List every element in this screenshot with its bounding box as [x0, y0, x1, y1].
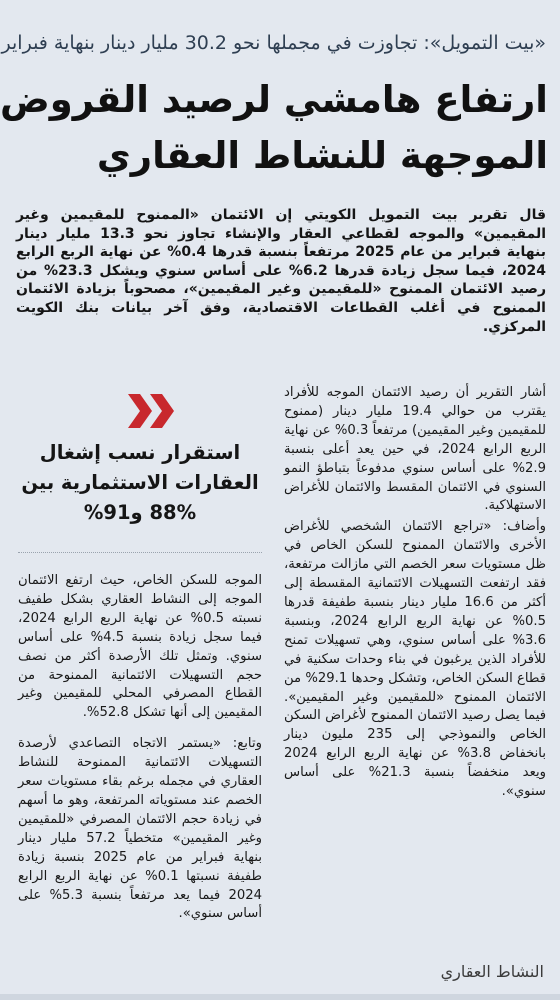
article-lead: قال تقرير بيت التمويل الكويتي إن الائتمان «الممنوح للمقيمين وغير المقيمين» والموجه لقطاعي العقار والإنشاء تجاوز نحو 13.3 مليار دينار بنهاية فبراير من عام 2025 مرتفعاً بنسبة قدرها 0.4% عن نهاية الربع الرابع 2024، فيما سجل زيادة قدرها 6.2% على أساس سنوي ويشكل 23.3% من رصيد الائتمان الممنوح «للمقيمين وغير المقيمين»، مصحوباً بزيادة الائتمان الممنوح في أغلب القطاعات الاقتصادية، وفق آخر بيانات بنك الكويت المركزي.: [16, 207, 547, 335]
body-column-left: [18, 572, 262, 924]
body-column-right: [284, 384, 546, 802]
body-paragraph: وتابع: «يستمر الاتجاه التصاعدي لأرصدة التسهيلات الائتمانية الممنوحة للنشاط العقاري في مجمله برغم بقاء مستويات سعر الخصم عند مستوياته المرتفعة، وهو ما أسهم في زيادة حجم الائتمان المصرفي «للمقيمين وغير المقيمين» متخطياً 57.2 مليار دينار بنهاية فبراير من عام 2025 بنسبة زيادة طفيفة نسبتها 0.1% عن نهاية الربع الرابع 2024 فيما يعد مرتفعاً بنسبة 5.3% على أساس سنوي».: [18, 736, 263, 922]
headline-line-2: الموجهة للنشاط العقاري: [96, 134, 548, 177]
pull-quote: [18, 392, 262, 542]
section-label: النشاط العقاري: [440, 962, 544, 981]
headline-line-1: ارتفاع هامشي لرصيد القروض: [0, 78, 548, 121]
article-kicker: «بيت التمويل»: تجاوزت في مجملها نحو 30.2 مليار دينار بنهاية فبراير: [1, 32, 546, 54]
footer-rule: [0, 994, 560, 1000]
pull-quote-text: [18, 438, 262, 528]
double-chevron-icon: [126, 392, 182, 430]
body-paragraph: وأضاف: «تراجع الائتمان الشخصي للأغراض الأخرى والائتمان الممنوح للسكن الخاص في ظل مستويات سعر الخصم التي مازالت مرتفعة، فقد ارتفعت التسهيلات الائتمانية المقسطة إلى أكثر من 16.6 مليار دينار بنسبة طفيفة قدرها 0.5% عن نهاية الربع الرابع 2024، وبنسبة 3.6% على أساس سنوي، وهي تسهيلات تمنح للأفراد الذين يرغبون في بناء وحدات سكنية في قطاع السكن الخاص، وتشكل وحدها 29.1% من الائتمان الممنوح «للمقيمين وغير المقيمين». فيما يصل رصيد الائتمان الممنوح لأغراض السكن الخاص والنموذجي إلى 235 مليون دينار بانخفاض 3.8% عن نهاية الربع الرابع 2024 ويعد منخفضاً بنسبة 21.3% على أساس سنوي».: [284, 519, 547, 800]
pull-quote-line-2: العقارات الاستثمارية بين: [21, 471, 259, 494]
article-headline: [0, 72, 548, 184]
pull-quote-divider: [18, 552, 262, 553]
body-paragraph: الموجه للسكن الخاص، حيث ارتفع الائتمان الموجه إلى النشاط العقاري بشكل طفيف نسبته 0.5% عن نهاية الربع الرابع 2024، فيما سجل زيادة بنسبة 4.5% على أساس سنوي. وتمثل تلك الأرصدة أكثر من نصف حجم التسهيلات الائتمانية الممنوحة من القطاع المصرفي المحلي للمقيمين وغير المقيمين إلى أنها تشكل 52.8%.: [18, 573, 262, 721]
body-paragraph: أشار التقرير أن رصيد الائتمان الموجه للأفراد يقترب من حوالي 19.4 مليار دينار (ممنوح للمقيمين وغير المقيمين) مرتفعاً 0.3% عن نهاية الربع الرابع 2024، في حين يعد أعلى بنسبة 2.9% على أساس سنوي مدفوعاً بتباطؤ النمو السنوي في الائتمان المقسط والائتمان للأغراض الاستهلاكية.: [284, 385, 547, 514]
pull-quote-line-1: استقرار نسب إشغال: [39, 441, 241, 464]
pull-quote-line-3: 88% و91%: [83, 501, 197, 524]
